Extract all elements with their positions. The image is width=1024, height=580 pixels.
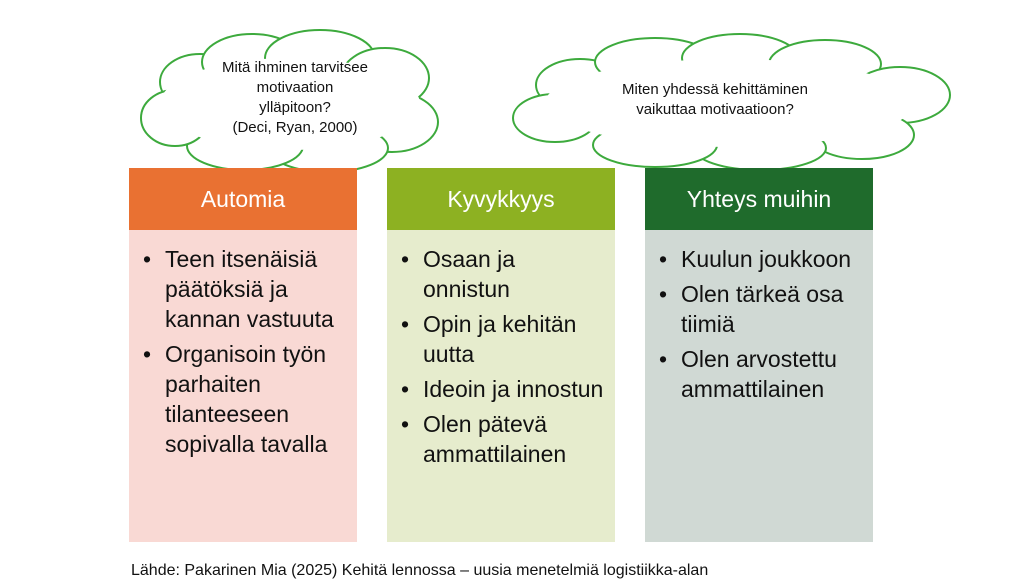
column-header: Kyvykkyys bbox=[387, 168, 615, 230]
list-item: • Teen itsenäisiä päätöksiä ja kannan vastuuta bbox=[141, 244, 347, 334]
bullet-list bbox=[141, 244, 347, 459]
list-item: • Olen tärkeä osa tiimiä bbox=[657, 279, 863, 339]
cloud-left-line: motivaation bbox=[256, 79, 334, 96]
cloud-left-text bbox=[180, 58, 410, 138]
column-body bbox=[645, 230, 873, 542]
column-body bbox=[129, 230, 357, 542]
column-relatedness bbox=[645, 168, 873, 542]
column-body bbox=[387, 230, 615, 542]
list-item: • Olen arvostettu ammattilainen bbox=[657, 344, 863, 404]
cloud-right-text bbox=[560, 80, 870, 120]
column-header: Automia bbox=[129, 168, 357, 230]
bullet-list bbox=[399, 244, 605, 469]
bullet-list bbox=[657, 244, 863, 404]
column-competence bbox=[387, 168, 615, 542]
list-item: • Ideoin ja innostun bbox=[399, 374, 605, 404]
cloud-left-line: Mitä ihminen tarvitsee bbox=[222, 59, 368, 76]
list-item: • Opin ja kehitän uutta bbox=[399, 309, 605, 369]
column-autonomy bbox=[129, 168, 357, 542]
column-header: Yhteys muihin bbox=[645, 168, 873, 230]
cloud-right-line: vaikuttaa motivaatioon? bbox=[636, 101, 794, 118]
list-item: • Olen pätevä ammattilainen bbox=[399, 409, 605, 469]
source-citation: Lähde: Pakarinen Mia (2025) Kehitä lennossa – uusia menetelmiä logistiikka-alan bbox=[131, 562, 709, 579]
list-item: • Organisoin työn parhaiten tilanteeseen sopivalla tavalla bbox=[141, 339, 347, 459]
cloud-left-line: (Deci, Ryan, 2000) bbox=[232, 119, 358, 136]
thought-clouds bbox=[0, 0, 1024, 180]
cloud-left-line: ylläpitoon? bbox=[259, 99, 331, 116]
list-item: • Osaan ja onnistun bbox=[399, 244, 605, 304]
list-item: • Kuulun joukkoon bbox=[657, 244, 863, 274]
cloud-right-line: Miten yhdessä kehittäminen bbox=[622, 81, 808, 98]
